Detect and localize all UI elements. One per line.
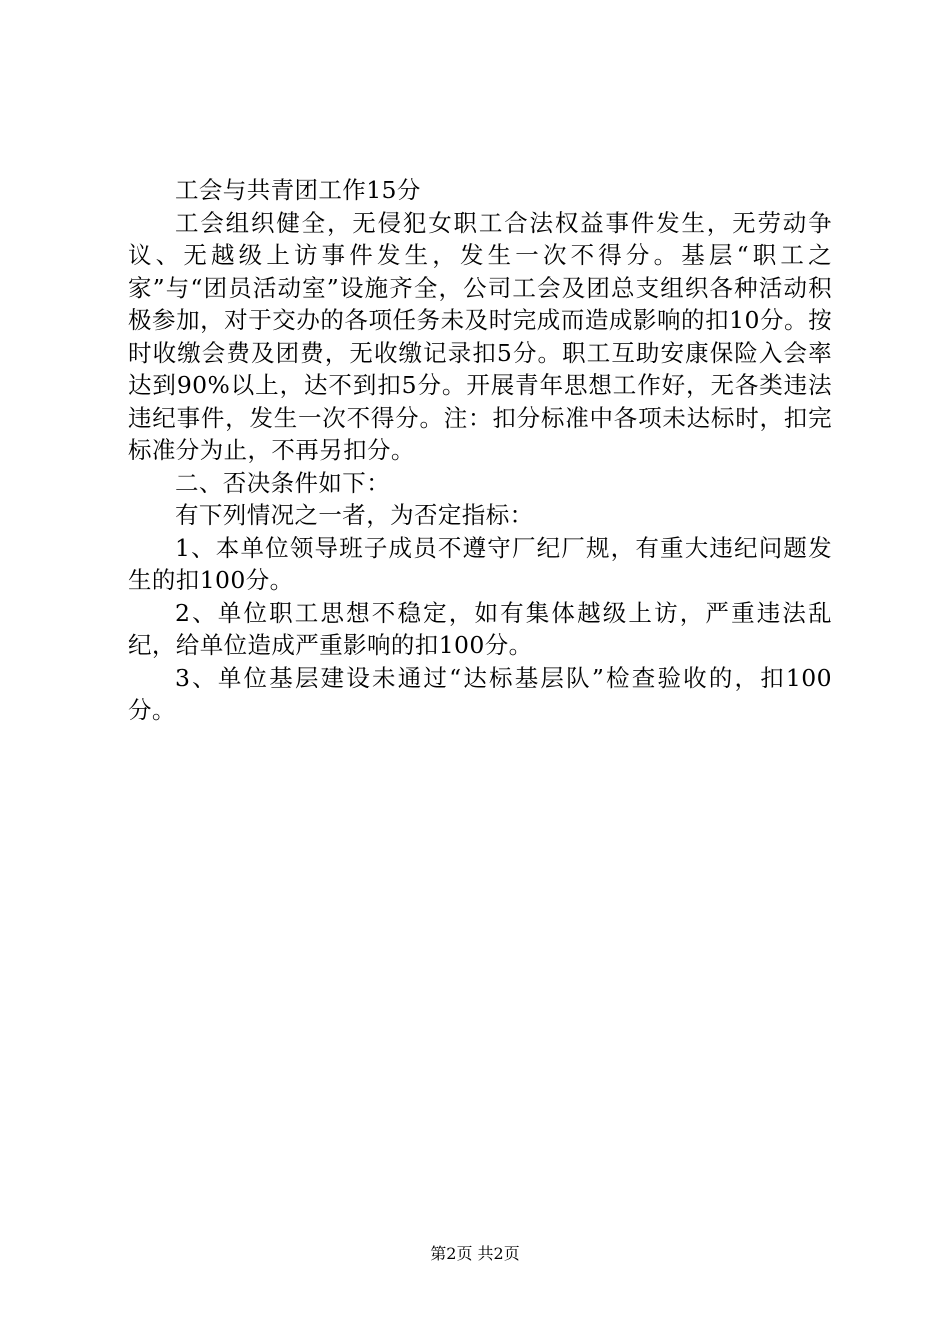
section-title-veto-conditions: 二、否决条件如下： xyxy=(175,468,391,497)
document-body xyxy=(128,174,832,727)
paragraph-union-requirements: 工会组织健全，无侵犯女职工合法权益事件发生，无劳动争议、无越级上访事件发生，发生一次不得分。基层“职工之家”与“团员活动室”设施齐全，公司工会及团总支组织各种活动积极参加，对于交办的各项任务未及时完成而造成影响的扣10分。按时收缴会费及团费，无收缴记录扣5分。职工互助安康保险入会率达到90%以上，达不到扣5分。开展青年思想工作好，无各类违法违纪事件，发生一次不得分。注：扣分标准中各项未达标时，扣完标准分为止，不再另扣分。 xyxy=(128,208,832,464)
section-title-union-work: 工会与共青团工作15分 xyxy=(175,176,421,204)
list-item-veto-3: 3、单位基层建设未通过“达标基层队”检查验收的，扣100分。 xyxy=(128,663,832,724)
page-number-footer: 第2页 共2页 xyxy=(430,1244,520,1263)
paragraph-veto-intro: 有下列情况之一者，为否定指标： xyxy=(175,501,534,529)
list-item-veto-1: 1、本单位领导班子成员不遵守厂纪厂规，有重大违纪问题发生的扣100分。 xyxy=(128,533,832,594)
list-item-veto-2: 2、单位职工思想不稳定，如有集体越级上访，严重违法乱纪，给单位造成严重影响的扣100分。 xyxy=(128,598,832,659)
